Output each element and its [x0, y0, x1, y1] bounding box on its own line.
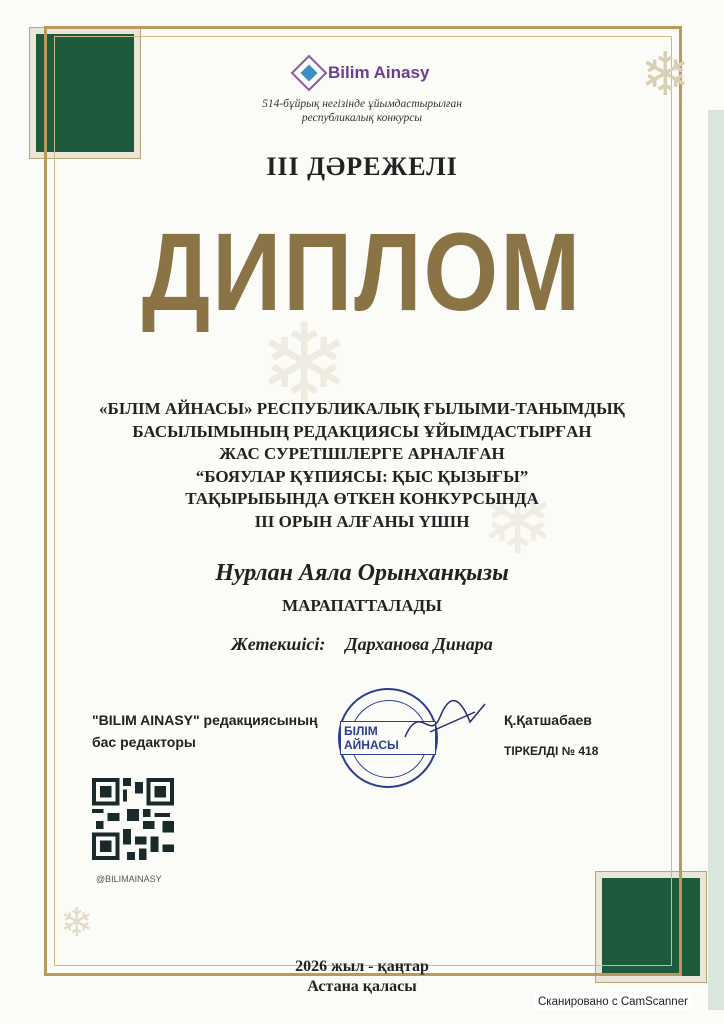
header-line-1: 514-бұйрық негізінде ұйымдастырылған [262, 98, 462, 110]
editor-title-line-2: бас редакторы [92, 734, 196, 750]
body-line: БАСЫЛЫМЫНЫҢ РЕДАКЦИЯСЫ ҰЙЫМДАСТЫРҒАН [132, 421, 592, 441]
diploma-body [0, 398, 724, 533]
recipient-name: Нурлан Аяла Орынханқызы [215, 560, 509, 586]
stamp-text: БІЛІМ АЙНАСЫ [340, 721, 436, 755]
issue-city: Астана қаласы [307, 978, 417, 995]
body-line: III ОРЫН АЛҒАНЫ ҮШІН [254, 511, 470, 531]
body-line: ТАҚЫРЫБЫНДА ӨТКЕН КОНКУРСЫНДА [185, 489, 539, 508]
bilim-ainasy-logo [296, 56, 438, 90]
registration-number: ТІРКЕЛДІ № 418 [504, 744, 599, 758]
supervisor-line [0, 634, 724, 655]
body-line: ЖАС СУРЕТШІЛЕРГЕ АРНАЛҒАН [219, 444, 505, 463]
snowflake-icon: ❄ [258, 300, 351, 428]
logo-icon [291, 55, 328, 92]
camscanner-watermark: Сканировано с CamScanner [534, 994, 692, 1010]
signature [400, 692, 490, 752]
qr-code [92, 778, 174, 860]
social-handle: @BILIMAINASY [96, 874, 162, 884]
award-text: МАРАПАТТАЛАДЫ [282, 596, 442, 615]
editor-title-line-1: "BILIM AINASY" редакциясының [92, 712, 318, 728]
diploma-title: ДИПЛОМ [141, 210, 583, 334]
issue-date: 2026 жыл - қаңтар [295, 958, 429, 975]
signer-name: Қ.Қатшабаев [504, 712, 592, 728]
snowflake-icon: ❄ [60, 900, 94, 946]
body-line: “БОЯУЛАР ҚҰПИЯСЫ: ҚЫС ҚЫЗЫҒЫ” [195, 466, 529, 486]
supervisor-label: Жетекшісі: [231, 634, 326, 654]
body-line: «БІЛІМ АЙНАСЫ» РЕСПУБЛИКАЛЫҚ ҒЫЛЫМИ-ТАНЫМДЫҚ [99, 399, 625, 418]
degree-heading: III ДӘРЕЖЕЛІ [266, 152, 458, 181]
header-line-2: республикалық конкурсы [301, 112, 423, 124]
snowflake-icon: ❄ [480, 470, 556, 575]
snowflake-icon: ❄ [640, 40, 691, 110]
supervisor-name: Дарханова Динара [345, 634, 493, 654]
logo-text: Bilim Ainasy [328, 63, 430, 82]
